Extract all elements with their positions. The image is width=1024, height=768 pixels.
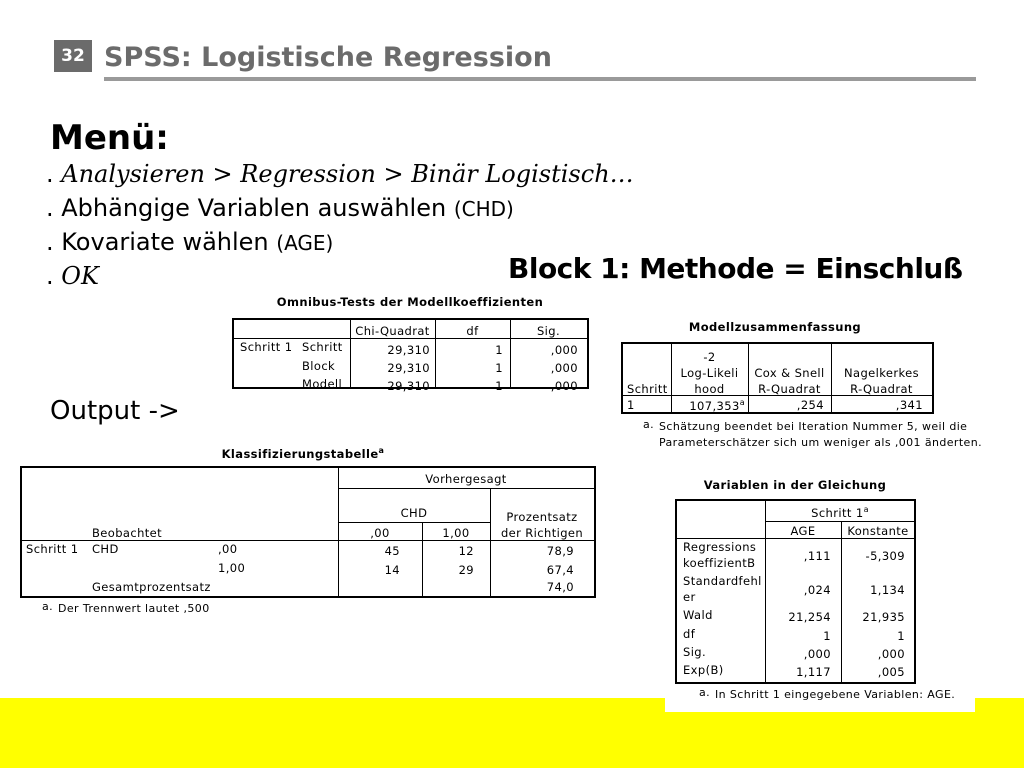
slide-number-badge: 32 [54,40,92,72]
cl-header-rule [20,540,594,541]
omnibus-row-label: Modell [302,377,343,391]
vt-row-label-2: koeffizientB [683,556,756,570]
ms-row-loglik-value: 107,353 [689,398,740,413]
vt-row-const: 1,134 [870,583,905,597]
vt-row-const: 21,935 [862,610,905,624]
cl-row-b: 12 [458,544,474,558]
menu-step-4-text: OK [61,262,99,290]
vt-row-const: ,005 [877,665,905,679]
cl-footnote: Der Trennwert lautet ,500 [58,602,210,615]
omnibus-header-df: df [466,324,479,338]
cl-row-cat: ,00 [218,542,238,556]
menu-step-2 [46,194,514,222]
cl-header-00: ,00 [370,526,390,540]
vt-header-step-sup: a [863,505,869,514]
ms-row-nagel: ,341 [895,398,923,412]
cl-row-a: 14 [384,563,400,577]
cl-row-pct: 78,9 [546,544,574,558]
cl-footnote-mark: a. [42,600,54,613]
cl-var-label: CHD [92,542,119,556]
vt-row-age: 1 [823,629,831,643]
cl-row-a: 45 [384,544,400,558]
ms-header-loglik-1: -2 [703,350,716,364]
omnibus-header-sig: Sig. [536,324,561,338]
cl-header-chd: CHD [400,506,428,520]
cl-total-pct: 74,0 [546,580,574,594]
omnibus-row-chi: 29,310 [387,343,430,357]
cl-row-b: 29 [458,563,474,577]
ms-right-rule [932,342,934,413]
vt-rule-step [765,521,915,522]
cl-header-predicted: Vorhergesagt [425,472,507,486]
model-summary-table [615,320,985,450]
classification-title [18,446,588,461]
omnibus-row-chi: 29,310 [387,361,430,375]
ms-row-loglik-sup: a [739,398,745,407]
block-heading: Block 1: Methode = Einschluß [508,252,963,285]
ms-header-step: Schritt [627,382,668,396]
variables-title: Variablen in der Gleichung [703,478,887,492]
vt-row-age: ,111 [803,549,831,563]
classification-table [18,444,598,624]
cl-right-rule [594,466,596,598]
ms-header-nagel-1: Nagelkerkes [844,366,919,380]
output-label: Output -> [50,396,180,426]
omnibus-header-rule [232,338,588,339]
omnibus-right-rule [587,318,589,388]
cl-header-pct-2: der Richtigen [500,526,584,540]
vt-row-label-1: Sig. [683,645,707,659]
omnibus-table [230,295,590,405]
omnibus-row-sig: ,000 [550,379,578,393]
cl-left-rule [20,466,22,598]
vt-footnote: In Schritt 1 eingegebene Variablen: AGE. [715,688,956,701]
omnibus-row-sig: ,000 [550,361,578,375]
vt-row-age: 1,117 [796,665,831,679]
vt-header-step-text: Schritt 1 [811,505,864,520]
vt-row-label-1: df [683,627,696,641]
vt-row-label-1: Standardfehl [683,574,762,588]
vt-row-age: 21,254 [788,610,831,624]
omnibus-row-label: Schritt [302,340,343,354]
model-summary-title: Modellzusammenfassung [688,320,862,334]
menu-step-1-prefix: . [46,160,62,188]
cl-row-cat: 1,00 [218,561,246,575]
variables-table [665,472,975,712]
cl-header-100: 1,00 [442,526,470,540]
omnibus-group-label: Schritt 1 [240,340,293,354]
omnibus-top-rule [232,318,588,320]
omnibus-row-df: 1 [495,379,503,393]
vt-header-age: AGE [790,524,816,538]
omnibus-row-label: Block [302,359,336,373]
ms-header-cox-1: Cox & Snell [754,366,825,380]
title-underline [104,77,976,81]
cl-bottom-rule [20,596,596,598]
ms-header-nagel-2: R-Quadrat [850,382,913,396]
cl-rule-chd [338,522,490,523]
cl-row-pct: 67,4 [546,563,574,577]
menu-step-4 [46,262,99,290]
classification-title-text: Klassifizierungstabelle [221,446,379,461]
omnibus-title: Omnibus-Tests der Modellkoeffizienten [276,295,544,309]
omnibus-left-rule [232,318,234,388]
ms-row-loglik [671,398,745,413]
vt-row-label-1: Regressions [683,540,757,554]
menu-step-3-text: . Kovariate wählen [46,228,269,256]
vt-row-const: -5,309 [865,549,905,563]
cl-header-pct-1: Prozentsatz [506,510,578,524]
ms-footnote-mark: a. [643,418,655,431]
vt-bottom-rule [675,682,916,684]
menu-step-4-prefix: . [46,262,62,290]
vt-row-label-2: er [683,590,696,604]
vt-row-label-1: Wald [683,608,713,622]
omnibus-row-df: 1 [495,343,503,357]
omnibus-row-sig: ,000 [550,343,578,357]
menu-step-1 [46,160,634,188]
slide-title: SPSS: Logistische Regression [104,42,552,73]
cl-rule-predicted [338,488,594,489]
ms-top-rule [621,342,933,344]
vt-header-rule [675,538,915,539]
vt-header-step [765,505,915,520]
omnibus-header-chi: Chi-Quadrat [355,324,430,338]
menu-heading: Menü: [50,118,169,158]
ms-row-step: 1 [627,398,635,412]
cl-top-rule [20,466,596,468]
ms-row-cox: ,254 [796,398,824,412]
ms-header-cox-2: R-Quadrat [758,382,821,396]
vt-header-const: Konstante [847,524,909,538]
ms-footnote-line-2: Parameterschätzer sich um weniger als ,001 änderten. [659,436,982,449]
ms-footnote-line-1: Schätzung beendet bei Iteration Nummer 5, weil die [659,420,968,433]
vt-row-age: ,000 [803,647,831,661]
vt-row-age: ,024 [803,583,831,597]
vt-footnote-mark: a. [699,686,711,699]
ms-header-loglik-2: Log-Likeli [680,366,739,380]
classification-title-sup: a [378,446,385,455]
cl-header-observed: Beobachtet [92,526,163,540]
ms-bottom-rule [621,412,934,414]
menu-step-1-text: Analysieren > Regression > Binär Logistisch… [61,160,634,188]
omnibus-row-chi: 29,310 [387,379,430,393]
omnibus-row-df: 1 [495,361,503,375]
vt-top-rule [675,499,915,501]
ms-left-rule [621,342,623,413]
cl-step-label: Schritt 1 [26,542,79,556]
menu-step-2-paren: (CHD) [453,197,514,221]
menu-step-2-text: . Abhängige Variablen auswählen [46,194,447,222]
vt-row-const: 1 [897,629,905,643]
vt-row-label-1: Exp(B) [683,663,724,677]
ms-header-loglik-3: hood [694,382,725,396]
cl-total-label: Gesamtprozentsatz [92,580,211,594]
vt-left-rule [675,499,677,683]
menu-step-3-paren: (AGE) [276,231,334,255]
vt-row-const: ,000 [877,647,905,661]
menu-step-3 [46,228,333,256]
